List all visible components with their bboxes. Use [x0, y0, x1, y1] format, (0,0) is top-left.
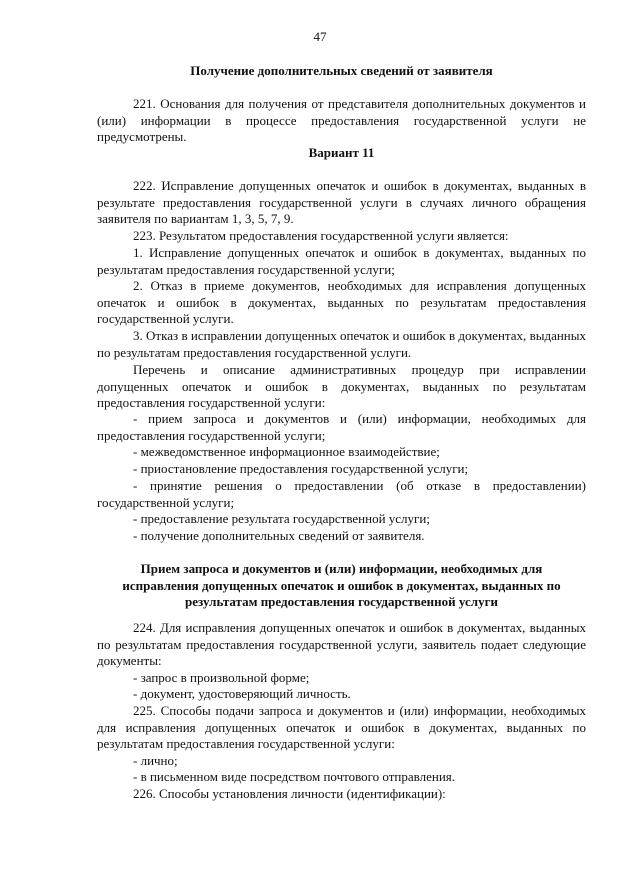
result-item-2: 2. Отказ в приеме документов, необходимых для исправления допущенных опечаток и ошибок в документах, выданных по результатам предоставления государственной услуги. [97, 278, 586, 327]
procedure-item: - предоставление результата государственной услуги; [133, 511, 430, 526]
procedure-item: - получение дополнительных сведений от заявителя. [133, 528, 425, 543]
paragraph-223: 223. Результатом предоставления государственной услуги является: [133, 228, 509, 243]
paragraph-226: 226. Способы установления личности (идентификации): [133, 786, 446, 801]
paragraph-224: 224. Для исправления допущенных опечаток и ошибок в документах, выданных по результатам предоставления государственной услуги, заявитель подает следующие документы: [97, 620, 586, 669]
variant-heading: Вариант 11 [308, 145, 375, 160]
procedure-item: - прием запроса и документов и (или) информации, необходимых для предоставления государственной услуги; [97, 411, 586, 443]
paragraph-222: 222. Исправление допущенных опечаток и ошибок в документах, выданных в результате предоставления государственной услуги в случаях личного обращения заявителя по вариантам 1, 3, 5, 7, 9. [97, 178, 586, 227]
section-heading-request-acceptance: Прием запроса и документов и (или) информации, необходимых для исправления допущенных опечаток и ошибок в документах, выданных по результатам предоставления государственной услуги [122, 561, 561, 610]
procedures-intro: Перечень и описание административных процедур при исправлении допущенных опечаток и ошибок в документах, выданных по результатам предоставления государственной услуги: [97, 362, 586, 411]
procedure-item: - принятие решения о предоставлении (об отказе в предоставлении) государственной услуги; [97, 478, 586, 510]
procedure-item: - приостановление предоставления государственной услуги; [133, 461, 469, 476]
result-item-3: 3. Отказ в исправлении допущенных опечаток и ошибок в документах, выданных по результатам предоставления государственной услуги. [97, 328, 586, 360]
procedure-item: - межведомственное информационное взаимодействие; [133, 444, 440, 459]
paragraph-221: 221. Основания для получения от представителя дополнительных документов и (или) информации в процессе предоставления государственной услуги не предусмотрены. [97, 96, 586, 145]
section-heading-additional-info: Получение дополнительных сведений от заявителя [190, 63, 493, 78]
page-number: 47 [313, 29, 327, 44]
submission-method-item: - лично; [133, 753, 178, 768]
submission-method-item: - в письменном виде посредством почтового отправления. [133, 769, 456, 784]
document-item: - запрос в произвольной форме; [133, 670, 310, 685]
paragraph-225: 225. Способы подачи запроса и документов и (или) информации, необходимых для исправления допущенных опечаток и ошибок в документах, выданных по результатам предоставления государственной услуги: [97, 703, 586, 752]
result-item-1: 1. Исправление допущенных опечаток и ошибок в документах, выданных по результатам предоставления государственной услуги; [97, 245, 586, 277]
document-item: - документ, удостоверяющий личность. [133, 686, 351, 701]
